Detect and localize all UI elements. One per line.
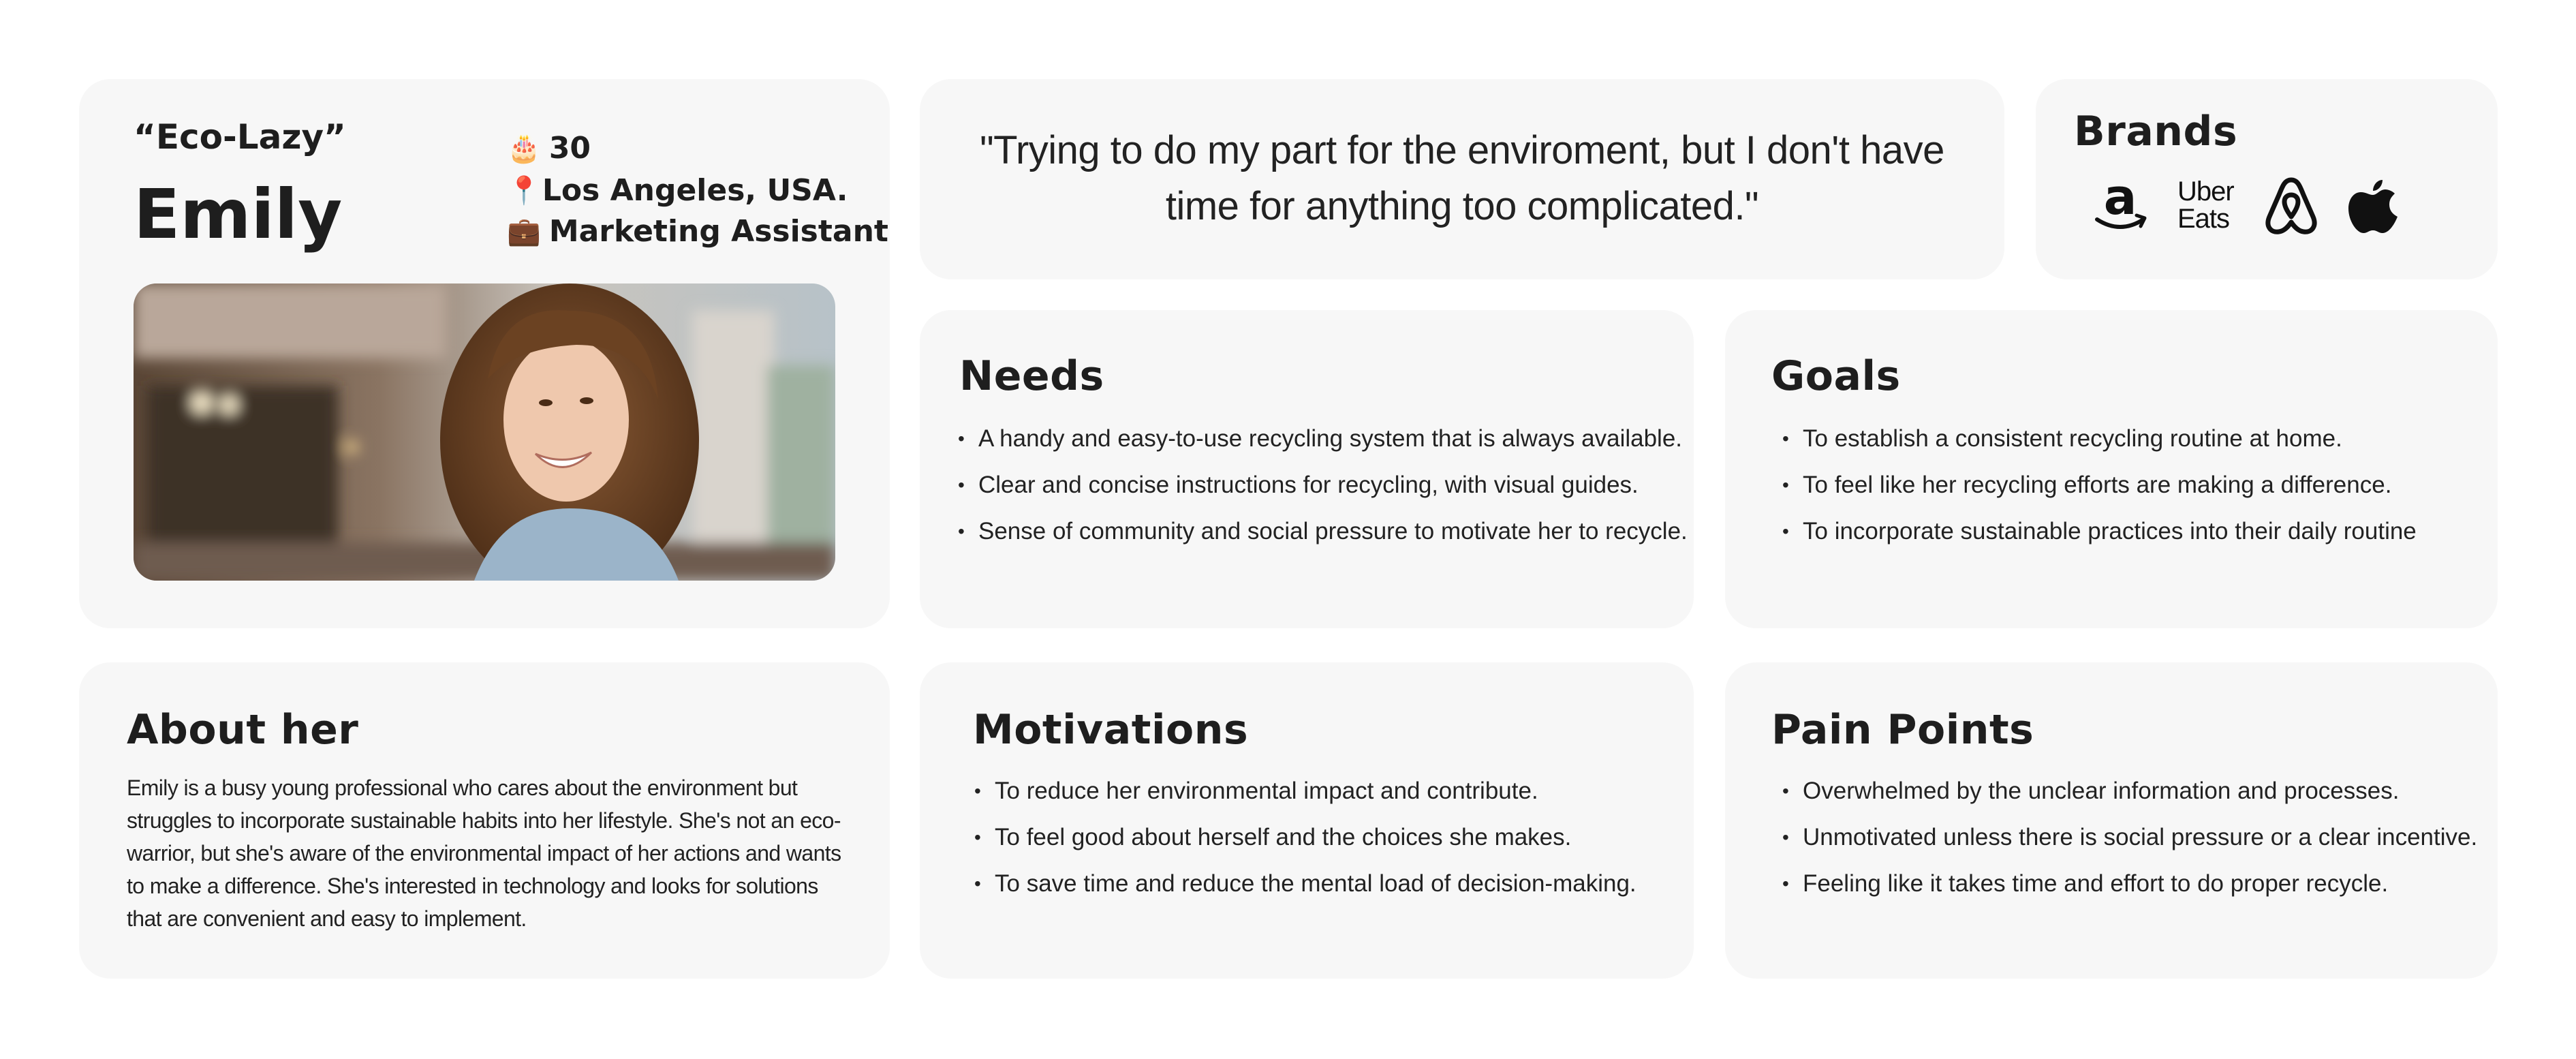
needs-list xyxy=(958,416,1688,555)
birthday-cake-icon: 🎂 xyxy=(507,133,541,164)
pain-points-title: Pain Points xyxy=(1771,706,2034,754)
briefcase-icon: 💼 xyxy=(507,216,541,247)
list-item: • To feel like her recycling efforts are making a difference. xyxy=(1782,462,2417,508)
uber-eats-line1: Uber xyxy=(2177,176,2234,206)
amazon-logo-icon xyxy=(2093,174,2147,236)
persona-location xyxy=(507,173,848,208)
persona-quote: "Trying to do my part for the enviroment, but I don't have time for anything too complicated." xyxy=(980,128,1944,228)
persona-nickname: “Eco-Lazy” xyxy=(134,117,346,157)
goals-title: Goals xyxy=(1771,352,1901,400)
pin-icon: 📍 xyxy=(507,175,541,206)
motivations-card xyxy=(920,662,1694,979)
profile-card xyxy=(79,79,890,628)
list-item: • Clear and concise instructions for recycling, with visual guides. xyxy=(958,462,1688,508)
airbnb-logo-icon xyxy=(2264,174,2318,236)
svg-text:a: a xyxy=(2103,174,2137,226)
list-item: • A handy and easy-to-use recycling system that is always available. xyxy=(958,416,1688,462)
goals-list xyxy=(1782,416,2417,555)
about-text: Emily is a busy young professional who cares about the environment but struggles to incorporate sustainable habits into her lifestyle. She's not an eco-warrior, but she's aware of the environmental impact of her actions and wants to make a difference. She's interested in technology and looks for solutions that are convenient and easy to implement. xyxy=(127,776,841,931)
persona-age xyxy=(507,131,591,166)
brand-logos xyxy=(2093,174,2397,236)
motivations-list xyxy=(974,768,1636,907)
age-value: 30 xyxy=(548,131,591,166)
list-item: • To establish a consistent recycling routine at home. xyxy=(1782,416,2417,462)
list-item: • To feel good about herself and the choices she makes. xyxy=(974,814,1636,861)
list-item: • To incorporate sustainable practices into their daily routine xyxy=(1782,508,2417,555)
goals-card xyxy=(1725,310,2498,628)
list-item: • Unmotivated unless there is social pressure or a clear incentive. xyxy=(1782,814,2477,861)
pain-points-list xyxy=(1782,768,2477,907)
persona-photo xyxy=(134,283,835,581)
apple-logo-icon xyxy=(2348,176,2397,234)
brands-title: Brands xyxy=(2074,108,2238,155)
quote-card xyxy=(920,79,2004,279)
brands-card xyxy=(2036,79,2498,279)
motivations-title: Motivations xyxy=(973,706,1249,754)
list-item: • Feeling like it takes time and effort to do proper recycle. xyxy=(1782,861,2477,907)
pain-points-card xyxy=(1725,662,2498,979)
uber-eats-logo xyxy=(2177,178,2234,232)
list-item: • Overwhelmed by the unclear information and processes. xyxy=(1782,768,2477,814)
about-title: About her xyxy=(127,706,359,754)
occupation-value: Marketing Assistant xyxy=(548,214,888,249)
about-card xyxy=(79,662,890,979)
needs-card xyxy=(920,310,1694,628)
persona-occupation xyxy=(507,214,888,249)
needs-title: Needs xyxy=(959,352,1104,400)
list-item: • Sense of community and social pressure to motivate her to recycle. xyxy=(958,508,1688,555)
uber-eats-line2: Eats xyxy=(2177,204,2230,234)
persona-name: Emily xyxy=(134,174,343,254)
location-value: Los Angeles, USA. xyxy=(542,173,848,208)
list-item: • To save time and reduce the mental load of decision-making. xyxy=(974,861,1636,907)
list-item: • To reduce her environmental impact and contribute. xyxy=(974,768,1636,814)
